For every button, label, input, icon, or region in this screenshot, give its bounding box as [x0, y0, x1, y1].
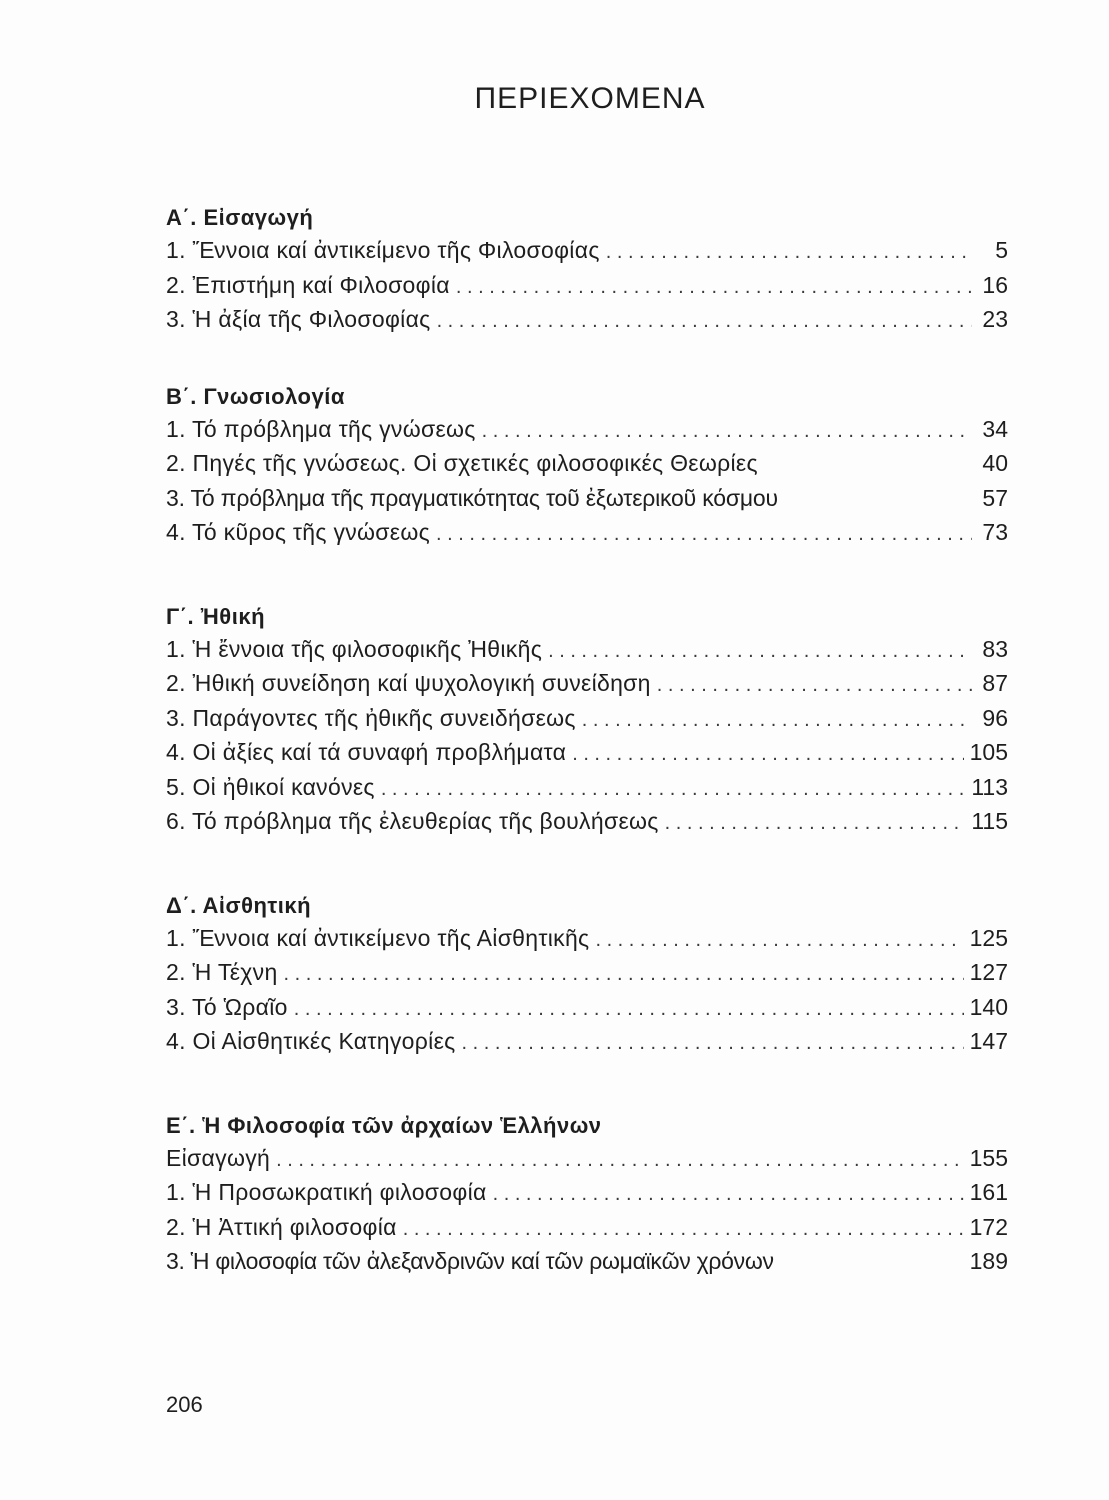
toc-entry: [166, 701, 1008, 736]
toc-section-aesthetics: [166, 891, 1008, 1059]
entry-title: 3. Παράγοντες τῆς ἠθικῆς συνειδήσεως: [166, 704, 576, 731]
entry-page-number: 57: [982, 484, 1008, 511]
entry-page-number: 115: [971, 808, 1008, 834]
entry-page-number: 16: [982, 271, 1008, 298]
dot-leader: [548, 634, 972, 669]
toc-entry: [166, 770, 1008, 805]
entry-page-number: 105: [969, 739, 1008, 765]
entry-title: 2. Ἡ Τέχνη: [166, 959, 278, 985]
entry-page-number: 127: [969, 959, 1008, 985]
dot-leader: [276, 1143, 964, 1178]
table-of-contents: [166, 203, 1008, 1279]
dot-leader: [606, 235, 972, 270]
entry-page-number: 73: [982, 519, 1008, 545]
dot-leader: [381, 772, 966, 807]
toc-entry: [166, 515, 1008, 550]
toc-entry: [166, 735, 1008, 770]
entry-title: 3. Τό Ὡραῖο: [166, 993, 288, 1020]
section-heading: Β΄. Γνωσιολογία: [166, 383, 345, 409]
entry-title: 2. Ἡ Ἀττική φιλοσοφία: [166, 1213, 397, 1240]
entry-page-number: 140: [969, 993, 1008, 1020]
toc-entry: [166, 302, 1008, 337]
entry-page-number: 113: [971, 773, 1008, 800]
section-heading: Γ΄. Ἠθική: [166, 603, 266, 629]
dot-leader: [595, 923, 963, 958]
toc-entry: [166, 990, 1008, 1025]
section-spacer: [166, 550, 1008, 602]
entry-page-number: 161: [969, 1179, 1008, 1205]
section-spacer: [166, 1059, 1008, 1111]
toc-entry: [166, 632, 1008, 667]
entry-title: 2. Πηγές τῆς γνώσεως. Οἱ σχετικές φιλοσοφικές Θεωρίες: [166, 450, 758, 476]
toc-section-introduction: [166, 203, 1008, 337]
toc-entry: [166, 921, 1008, 956]
entry-page-number: 172: [969, 1213, 1008, 1240]
entry-page-number: 147: [969, 1028, 1008, 1054]
entry-page-number: 5: [995, 237, 1008, 263]
dot-leader: [665, 806, 966, 841]
entry-title: 1. Ἡ Προσωκρατική φιλοσοφία: [166, 1179, 487, 1205]
dot-leader: [582, 703, 972, 738]
toc-entry: [166, 1141, 1008, 1176]
dot-leader: [437, 304, 972, 339]
entry-title: 6. Τό πρόβλημα τῆς ἐλευθερίας τῆς βουλήσεως: [166, 808, 659, 834]
section-spacer: [166, 337, 1008, 382]
entry-title: 2. Ἠθική συνείδηση καί ψυχολογική συνείδηση: [166, 670, 651, 696]
entry-page-number: 40: [982, 450, 1008, 476]
entry-title: 3. Τό πρόβλημα τῆς πραγματικότητας τοῦ ἐξωτερικοῦ κόσμου: [166, 484, 778, 511]
dot-leader: [493, 1177, 964, 1212]
dot-leader: [294, 992, 964, 1027]
entry-page-number: 87: [982, 670, 1008, 696]
toc-entry: [166, 666, 1008, 701]
toc-entry: [166, 804, 1008, 839]
dot-leader: [657, 668, 972, 703]
entry-title: Εἰσαγωγή: [166, 1144, 271, 1171]
entry-title: 1. Ἔννοια καί ἀντικείμενο τῆς Φιλοσοφίας: [166, 237, 600, 263]
toc-entry: [166, 1244, 1008, 1279]
entry-title: 3. Ἡ ἀξία τῆς Φιλοσοφίας: [166, 306, 431, 332]
dot-leader: [284, 957, 964, 992]
dot-leader: [436, 517, 972, 552]
entry-title: 2. Ἐπιστήμη καί Φιλοσοφία: [166, 271, 450, 298]
toc-entry: [166, 955, 1008, 990]
toc-entry: [166, 268, 1008, 303]
section-spacer: [166, 839, 1008, 891]
entry-title: 4. Τό κῦρος τῆς γνώσεως: [166, 519, 430, 545]
entry-page-number: 23: [982, 306, 1008, 332]
entry-page-number: 125: [969, 924, 1008, 951]
dot-leader: [456, 270, 972, 305]
dot-leader: [462, 1026, 964, 1061]
section-heading: Ε΄. Ἡ Φιλοσοφία τῶν ἀρχαίων Ἑλλήνων: [166, 1112, 602, 1138]
section-heading: Α΄. Εἰσαγωγή: [166, 205, 314, 230]
entry-title: 1. Ἡ ἔννοια τῆς φιλοσοφικῆς Ἠθικῆς: [166, 635, 543, 662]
page-title: ΠΕΡΙΕΧΟΜΕΝΑ: [474, 82, 706, 115]
dot-leader: [403, 1212, 964, 1247]
entry-page-number: 83: [982, 635, 1008, 662]
entry-page-number: 34: [982, 415, 1008, 442]
toc-section-ethics: [166, 602, 1008, 839]
page-number: 206: [166, 1392, 203, 1417]
entry-title: 5. Οἱ ἠθικοί κανόνες: [166, 773, 375, 800]
entry-page-number: 155: [969, 1144, 1008, 1171]
entry-title: 4. Οἱ ἀξίες καί τά συναφή προβλήματα: [166, 739, 567, 765]
toc-entry: [166, 446, 1008, 481]
toc-section-epistemology: [166, 382, 1008, 550]
entry-page-number: 189: [969, 1248, 1008, 1274]
entry-title: 1. Τό πρόβλημα τῆς γνώσεως: [166, 415, 476, 442]
entry-title: 1. Ἔννοια καί ἀντικείμενο τῆς Αἰσθητικῆς: [166, 924, 590, 951]
section-heading: Δ΄. Αἰσθητική: [166, 892, 312, 918]
toc-entry: [166, 412, 1008, 447]
entry-page-number: 96: [982, 704, 1008, 731]
toc-entry: [166, 481, 1008, 516]
toc-entry: [166, 233, 1008, 268]
toc-section-ancient-greek-philosophy: [166, 1111, 1008, 1279]
dot-leader: [572, 737, 963, 772]
toc-entry: [166, 1024, 1008, 1059]
entry-title: 3. Ἡ φιλοσοφία τῶν ἀλεξανδρινῶν καί τῶν ρωμαϊκῶν χρόνων: [166, 1248, 774, 1274]
toc-entry: [166, 1210, 1008, 1245]
entry-title: 4. Οἱ Αἰσθητικές Κατηγορίες: [166, 1028, 456, 1054]
dot-leader: [482, 414, 972, 449]
toc-entry: [166, 1175, 1008, 1210]
